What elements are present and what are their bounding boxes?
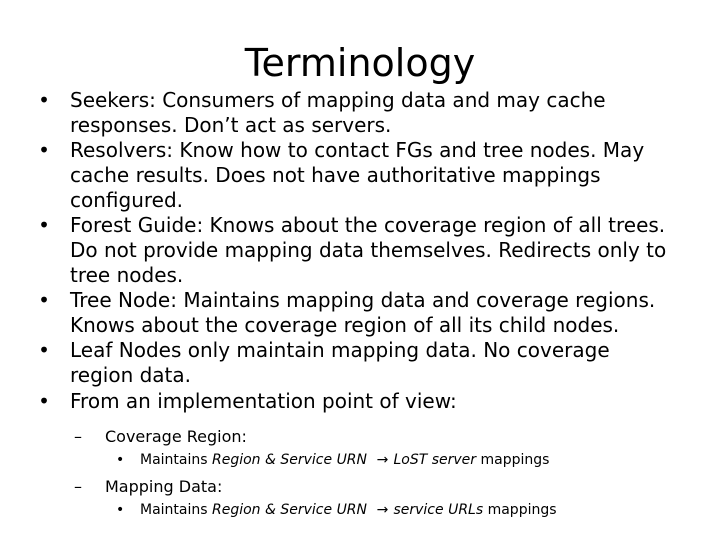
bullet-text: Forest Guide: Knows about the coverage region of all trees. Do not provide mapping data themselves. Redirects only to tree nodes. bbox=[70, 213, 667, 287]
bullet-item bbox=[36, 213, 676, 288]
bullet-dot-icon: • bbox=[38, 389, 50, 413]
sub-sub-bullet-item bbox=[116, 447, 676, 473]
bullet-dot-icon: • bbox=[38, 213, 50, 237]
bullet-text: Seekers: Consumers of mapping data and may cache responses. Don’t act as servers. bbox=[70, 88, 606, 137]
bullet-item bbox=[36, 88, 676, 138]
bullet-dot-icon: • bbox=[38, 138, 50, 162]
sub-bullet-item bbox=[74, 477, 676, 497]
bullet-item bbox=[36, 389, 676, 523]
bullet-text: Tree Node: Maintains mapping data and coverage regions. Knows about the coverage region of all its child nodes. bbox=[70, 288, 656, 337]
bullet-item bbox=[36, 338, 676, 388]
mapping-suffix: mappings bbox=[487, 502, 557, 518]
bullet-text: Resolvers: Know how to contact FGs and tree nodes. May cache results. Does not have authoritative mappings configured. bbox=[70, 138, 645, 212]
mapping-from: Region & Service URN bbox=[212, 502, 368, 518]
bullet-text: From an implementation point of view: bbox=[70, 389, 457, 413]
dash-icon: – bbox=[74, 427, 82, 446]
bullet-dot-icon: • bbox=[38, 338, 50, 362]
mapping-to: LoST server bbox=[393, 452, 477, 468]
mapping-prefix: Maintains bbox=[140, 452, 208, 468]
mapping-prefix: Maintains bbox=[140, 502, 208, 518]
bullet-dot-icon: • bbox=[38, 88, 50, 112]
bullet-dot-icon: • bbox=[116, 502, 125, 518]
bullet-dot-icon: • bbox=[116, 452, 125, 468]
arrow-right-icon: → bbox=[376, 502, 389, 518]
sub-bullet-item bbox=[74, 427, 676, 447]
bullet-dot-icon: • bbox=[38, 288, 50, 312]
mapping-to: service URLs bbox=[393, 502, 484, 518]
mapping-from: Region & Service URN bbox=[212, 452, 368, 468]
bullet-item bbox=[36, 288, 676, 338]
bullet-list bbox=[36, 88, 676, 527]
arrow-right-icon: → bbox=[376, 452, 389, 468]
bullet-text: Leaf Nodes only maintain mapping data. No coverage region data. bbox=[70, 338, 610, 387]
sub-sub-bullet-item bbox=[116, 497, 676, 523]
sub-bullet-label: Coverage Region: bbox=[105, 427, 247, 446]
sub-bullet-list bbox=[70, 427, 676, 523]
slide-title: Terminology bbox=[244, 41, 476, 86]
bullet-item bbox=[36, 138, 676, 213]
mapping-suffix: mappings bbox=[480, 452, 550, 468]
dash-icon: – bbox=[74, 477, 82, 496]
sub-bullet-label: Mapping Data: bbox=[105, 477, 223, 496]
